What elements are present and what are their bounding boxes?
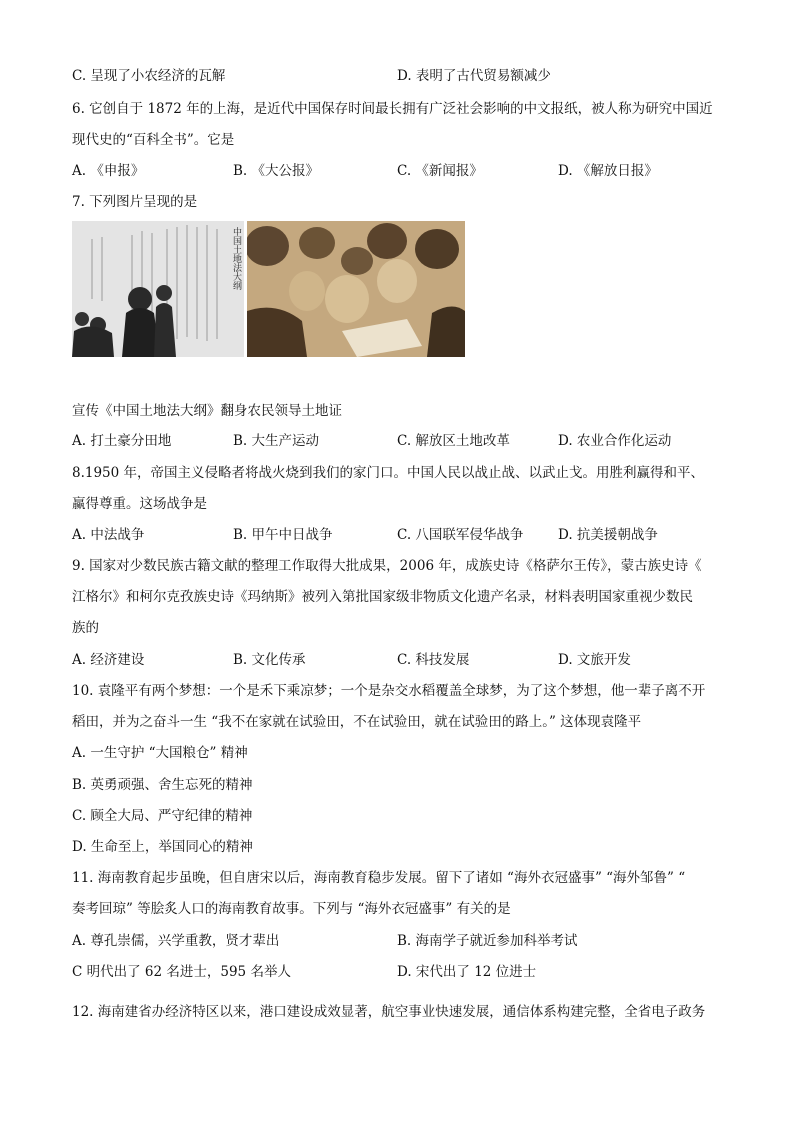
q10-option-a: A. 一生守护 “大国粮仓” 精神 <box>72 745 248 761</box>
q7-stem: 7. 下列图片呈现的是 <box>72 194 198 210</box>
q8-option-a: A. 中法战争 <box>72 527 145 543</box>
q6-stem-line2: 现代史的“百科全书”。它是 <box>72 132 235 148</box>
q11-stem-line1: 11. 海南教育起步虽晚，但自唐宋以后，海南教育稳步发展。留下了诸如 “海外衣冠盛事” “海外邹鲁” “ <box>72 870 686 886</box>
q8-stem-line2: 赢得尊重。这场战争是 <box>72 496 207 512</box>
q10-stem-line2: 稻田，并为之奋斗一生 “我不在家就在试验田，不在试验田，就在试验田的路上。” 这体现袁隆平 <box>72 714 642 730</box>
q5-option-c: C. 呈现了小农经济的瓦解 <box>72 68 226 84</box>
q10-option-b: B. 英勇顽强、舍生忘死的精神 <box>72 777 253 793</box>
q7-option-a: A. 打土豪分田地 <box>72 433 172 449</box>
q11-option-c: C 明代出了 62 名进士，595 名举人 <box>72 964 291 980</box>
q7-option-c: C. 解放区土地改革 <box>397 433 510 449</box>
q9-stem-line1: 9. 国家对少数民族古籍文献的整理工作取得大批成果，2006 年，成族史诗《格萨尔王传》，蒙古族史诗《 <box>72 558 702 574</box>
q11-option-d: D. 宋代出了 12 位进士 <box>397 964 537 980</box>
q9-option-b: B. 文化传承 <box>233 652 306 668</box>
q9-stem-line2: 江格尔》和柯尔克孜族史诗《玛纳斯》被列入第批国家级非物质文化遗产名录，材料表明国家重视少数民 <box>72 589 693 605</box>
q7-photo-caption: 宣传《中国土地法大纲》翻身农民领导土地证 <box>72 403 342 419</box>
q8-option-c: C. 八国联军侵华战争 <box>397 527 524 543</box>
q9-option-c: C. 科技发展 <box>397 652 470 668</box>
q11-option-a: A. 尊孔崇儒，兴学重教，贤才辈出 <box>72 933 280 949</box>
q6-option-c: C. 《新闻报》 <box>397 163 483 179</box>
q12-stem-line1: 12. 海南建省办经济特区以来，港口建设成效显著，航空事业快速发展，通信体系构建完整，全省电子政务 <box>72 1004 706 1020</box>
q8-stem-line1: 8.1950 年，帝国主义侵略者将战火烧到我们的家门口。中国人民以战止战、以武止戈。用胜利赢得和平、 <box>72 465 705 481</box>
q8-option-b: B. 甲午中日战争 <box>233 527 333 543</box>
q10-stem-line1: 10. 袁隆平有两个梦想：一个是禾下乘凉梦；一个是杂交水稻覆盖全球梦，为了这个梦想，他一辈子离不开 <box>72 683 706 699</box>
q9-stem-line3: 族的 <box>72 620 99 636</box>
land-law-poster-photo <box>72 221 244 357</box>
q9-option-a: A. 经济建设 <box>72 652 145 668</box>
q5-option-d: D. 表明了古代贸易额减少 <box>397 68 551 84</box>
q7-option-d: D. 农业合作化运动 <box>558 433 672 449</box>
q6-option-b: B. 《大公报》 <box>233 163 320 179</box>
poster-title-text: 中国土地法大纲 <box>231 227 241 290</box>
farmers-land-certificate-photo <box>247 221 465 357</box>
q7-option-b: B. 大生产运动 <box>233 433 320 449</box>
q11-option-b: B. 海南学子就近参加科举考试 <box>397 933 578 949</box>
q6-stem-line1: 6. 它创自于 1872 年的上海，是近代中国保存时间最长拥有广泛社会影响的中文报纸，被人称为研究中国近 <box>72 101 713 117</box>
q10-option-d: D. 生命至上，举国同心的精神 <box>72 839 253 855</box>
q9-option-d: D. 文旅开发 <box>558 652 631 668</box>
q6-option-a: A. 《申报》 <box>72 163 145 179</box>
q11-stem-line2: 奏考回琼” 等脍炙人口的海南教育故事。下列与 “海外衣冠盛事” 有关的是 <box>72 901 511 917</box>
q8-option-d: D. 抗美援朝战争 <box>558 527 658 543</box>
q6-option-d: D. 《解放日报》 <box>558 163 658 179</box>
q10-option-c: C. 顾全大局、严守纪律的精神 <box>72 808 253 824</box>
